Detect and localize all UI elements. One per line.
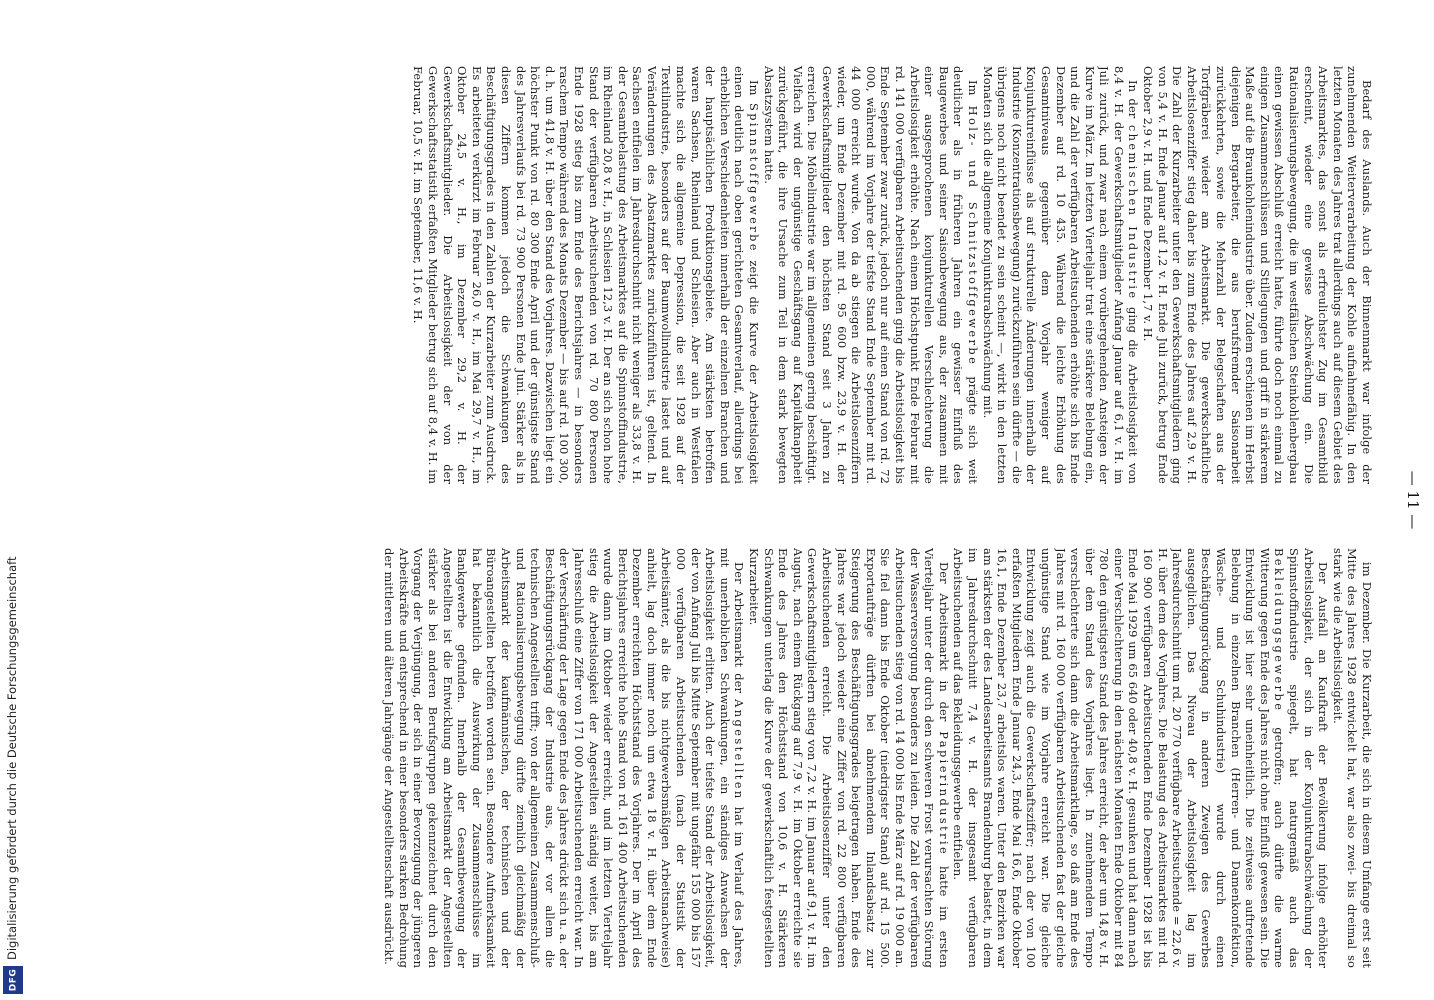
digitization-credit-text: Digitalisierung gefördert durch die Deutsche Forschungsgemeinschaft bbox=[5, 556, 19, 960]
section-heading-spinnstoffgewerbe: Spinnstoffgewerbe bbox=[747, 102, 762, 253]
paragraph-lead: Der Arbeitsmarkt der bbox=[732, 562, 747, 694]
right-text-column bbox=[54, 548, 1374, 968]
paragraph-lead: Im bbox=[747, 80, 762, 96]
section-heading-holzgewerbe: Holz- und Schnitzstoffgewerbe bbox=[965, 105, 980, 367]
section-heading-bekleidungsgewerbe: Bekleidungsgewerbe bbox=[1272, 548, 1287, 713]
paragraph-body: getroffen; auch dürfte die warme Witterung gegen Ende des Jahres nicht ohne Einfluß gewesen sein. Die Entwicklung ist hier sehr uneinheitlich. Die zeitweise auftretende Belebung in einzelnen Branchen (Herren- und Damenkonfektion, Wäsche- und Schuhindustrie) wurde durch einen Beschäftigungsrückgang in anderen Zweigen des Gewerbes ausgeglichen. Das Niveau der Arbeitslosigkeit lag im Jahresdurchschnitt um rd. 20 770 verfügbare Arbeitsuchende = 22,6 v. H. über dem des Vorjahres. Die Belastung des Arbeitsmarktes mit rd. 160 900 verfügbaren Arbeitsuchenden Ende Dezember 1928 ist bis Ende Mai 1929 um 65 640 oder 40,8 v. H. gesunken und hat dann nach einer Verschlechterung in den nächsten Monaten Ende Oktober mit 84 780 den günstigsten Stand des Jahres erreicht, der aber um 14,8 v. H. über dem Stand des Vorjahres liegt. In zunehmendem Tempo verschlechterte sich dann die Arbeitsmarktlage, so daß am Ende des Jahres mit rd. 160 000 verfügbaren Arbeitsuchenden fast der gleiche ungünstige Stand wie im Vorjahre erreicht war. Die gleiche Entwicklung zeigt auch die Gewerkschaftsziffer; nach der von 100 erfaßten Mitgliedern Ende Januar 24,3, Ende Mai 16,6, Ende Oktober 16,1, Ende Dezember 23,7 arbeitslos waren. Unter den Bezirken war am stärksten der des Landesarbeitsamts Brandenburg belastet, in dem im Jahresdurchschnitt 7,4 v. H. der insgesamt verfügbaren Arbeitsuchenden auf das Bekleidungsgewerbe entfielen. bbox=[951, 548, 1287, 968]
left-text-column bbox=[54, 66, 1374, 484]
paragraph-chemische-industrie bbox=[980, 66, 1141, 484]
digitization-credit-strip bbox=[0, 0, 26, 1000]
paragraph-lead: In der bbox=[1126, 80, 1141, 119]
paragraph-body: prägte sich weit deutlicher als in früheren Jahren ein gewisser Einfluß des Baugewerbes und seiner Saisonbewegung aus, der zusammen mit einer ausgesprochenen konjunkturellen Verschlechterung die Arbeitslosigkeit erhöhte. Nach einem Höchstpunkt Ende Februar mit rd. 141 000 verfügbaren Arbeitsuchenden ging die Arbeitslosigkeit bis Ende September zwar zurück, jedoch nur auf einen Stand von rd. 72 000, während im Vorjahre der tiefste Stand Ende September mit rd. 44 000 erreicht wurde. Von da ab stiegen die Arbeitslosenziffern wieder, um Ende Dezember mit rd. 95 600 bzw. 23,9 v. H. der Gewerkschaftsmitglieder den höchsten Stand seit 3 Jahren zu erreichen. Die Möbelindustrie war im allgemeinen gering beschäftigt. Vielfach wird der ungünstige Geschäftsgang auf Kapitalknappheit zurückgeführt, die ihre Ursache zum Teil in dem stark bewegten Absatzsystem hatte. bbox=[761, 66, 980, 484]
dfg-logo-text: DFG bbox=[8, 968, 19, 992]
page-number: — 11 — bbox=[1404, 470, 1422, 530]
paragraph-angestellte bbox=[382, 548, 747, 968]
section-heading-angestellte: Angestellten bbox=[732, 699, 747, 801]
paragraph-bekleidungsgewerbe bbox=[951, 548, 1330, 968]
paragraph-body: zeigt die Kurve der Arbeitslosigkeit einen deutlich nach oben gerichteten Gesamtverlauf, allerdings bei erheblichen Verschiedenheiten innerhalb der einzelnen Branchen und der hauptsächlichen Produktionsgebiete. Am stärksten betroffen waren Sachsen, Rheinland und Schlesien. Aber auch in Westfalen machte sich die allgemeine Depression, die seit 1928 auf der Textilindustrie, besonders auf der Baumwollindustrie lastet und auf Veränderungen des Absatzmarktes zurückzuführen ist, geltend. In Sachsen entfielen im Jahresdurchschnitt nicht weniger als 33,8 v. H. der Gesamtbelastung des Arbeitsmarktes auf die Spinnstoffindustrie, im Rheinland 20,8 v. H., in Schlesien 12,3 v. H. Der an sich schon hohe Stand der verfügbaren Arbeitsuchenden von rd. 70 800 Personen Ende 1928 stieg bis zum Ende des Berichtsjahres — in besonders raschem Tempo während des Monats Dezember — bis auf rd. 100 300, d. h. um 41,8 v. H. über den Stand des Vorjahres. Dazwischen liegt ein höchster Punkt von rd. 80 300 Ende April und der günstigste Stand des Jahresverlaufs bei rd. 73 900 Personen Ende Juni. Stärker als in diesen Ziffern kommen jedoch die Schwankungen des Beschäftigungsgrades in den Zahlen der Kurzarbeiter zum Ausdruck. Es arbeiteten verkürzt im Februar 26,0 v. H., im Mai 29,7 v. H., im Oktober 24,5 v. H., im Dezember 29,2 v. H. der Gewerkschaftsmitglieder. Die Arbeitslosigkeit der von der Gewerkschaftsstatistik erfaßten Mitglieder betrug sich auf 8,4 v. H. im Februar, 10,5 v. H. im September, 11,6 v. H. bbox=[411, 66, 762, 484]
paragraph-body: ging die Arbeitslosigkeit von 8,4 v. H. der Gewerkschaftsmitglieder Anfang Januar auf 6,1 v. H. im Juli zurück, und zwar nach einem vorübergehenden Ansteigen der Kurve im März. Im letzten Vierteljahr trat eine stärkere Belebung ein, und die Zahl der verfügbaren Arbeitsuchenden erhöhte sich bis Ende Dezember auf rd. 10 435. Während die leichte Erhöhung des Gesamtniveaus gegenüber dem Vorjahr weniger auf Konjunktureinflüsse als auf strukturelle Änderungen innerhalb der Industrie (Konzentrationsbewegung) zurückzuführen sein dürfte — die übrigens noch nicht beendet zu sein scheint —, wirkt in den letzten Monaten sich die allgemeine Konjunkturabschwächung mit. bbox=[980, 66, 1141, 484]
section-heading-chemische-industrie: chemischen Industrie bbox=[1126, 124, 1141, 301]
paragraph-lead: Der Ausfall an Kaufkraft der Bevölkerung infolge erhöhter Arbeitslosigkeit, der sich in der Konjunkturabschwächung der Spinnstoffindustrie spiegelt, hat naturgemäß auch das bbox=[1287, 548, 1331, 968]
paragraph-kohle: Bedarf des Auslands. Auch der Binnenmarkt war infolge der zunehmenden Weiterverarbeitung der Kohle aufnahmefähig. In den letzten Monaten des Jahres trat allerdings auch auf diesem Gebiet des Arbeitsmarktes, das sonst als erfreulichster Zug im Gesamtbild erscheint, wieder eine gewisse Abschwächung ein. Die Rationalisierungsbewegung, die im westfälischen Steinkohlenbergbau einen gewissen Abschluß erreicht hatte, führte doch noch einmal zu einigen Zusammenschlüssen und Stillegungen und griff in stärkerem Maße auf die Braunkohlenindustrie über. Zudem erschienen im Herbst diejenigen Bergarbeiter, die aus berufsfremder Saisonarbeit zurückkehrten, sowie die Mehrzahl der Belegschaften aus der Torfgräberei wieder am Arbeitsmarkt. Die gewerkschaftliche Arbeitslosenziffer stieg daher bis zum Ende des Jahres auf 2,9 v. H. Die Zahl der Kurzarbeiter unter den Gewerkschaftsmitgliedern ging von 5,4 v. H. Ende Januar auf 1,2 v. H. Ende Juli zurück, betrug Ende Oktober 2,9 v. H. und Ende Dezember 1,7 v. H. bbox=[1141, 66, 1374, 484]
paragraph-holzgewerbe bbox=[761, 66, 980, 484]
paragraph-kurzarbeit: im Dezember. Die Kurzarbeit, die sich in diesem Umfange erst seit Mitte des Jahres 1928 entwickelt hat, war also zwei- bis dreimal so stark wie die Arbeitslosigkeit. bbox=[1330, 548, 1374, 968]
paragraph-lead: Der Arbeitsmarkt in der bbox=[936, 562, 951, 722]
section-heading-papierindustrie: Papierindustrie bbox=[936, 731, 951, 857]
paragraph-papierindustrie bbox=[746, 548, 950, 968]
paragraph-body: hatte im ersten Vierteljahr unter der durch den schweren Frost verursachten Störung der Wasserversorgung besonders zu leiden. Die Zahl der verfügbaren Arbeitsuchenden stieg von rd. 14 000 bis Ende März auf rd. 19 000 an. Sie fiel dann bis Ende Oktober (niedrigster Stand) auf rd. 15 500. Exportaufträge dürften bei abnehmendem Inlandsabsatz zur Steigerung des Beschäftigungsgrades beigetragen haben. Ende des Jahres war jedoch wieder eine Ziffer von rd. 22 800 verfügbaren Arbeitsuchenden erreicht. Die Arbeitslosenziffer unter den Gewerkschaftsmitgliedern stieg von 7,2 v. H. im Januar auf 9,1 v. H. im August, nach einem Rückgang auf 7,9 v. H. im Oktober erreichte sie Ende des Jahres den Höchststand von 10,6 v. H. Stärkeren Schwankungen unterlag die Kurve der gewerkschaftlich festgestellten Kurzarbeiter. bbox=[747, 548, 951, 968]
paragraph-body: hat im Verlauf des Jahres, mit unerheblichen Schwankungen, ein ständiges Anwachsen der Arbeitslosigkeit erlitten. Auch der tiefste Stand der Arbeitslosigkeit, der von Anfang Juli bis Mitte September mit ungefähr 155 000 bis 157 000 verfügbaren Arbeitsuchenden (nach der Statistik der Arbeitsämter, als die bis nichtgewerbsmäßigen Arbeitsnachweise) anhielt, lag doch immer noch um etwa 18 v. H. über dem Ende Dezember erreichten Höchststand des Vorjahres. Der im April des Berichtsjahres erreichte hohe Stand von rd. 161 400 Arbeitsuchenden wurde dann im Oktober wieder erreicht, und im letzten Vierteljahr stieg die Arbeitslosigkeit der Angestellten ständig weiter, bis am Jahresschluß eine Ziffer von 171 000 Arbeitsuchenden erreicht war. In der Verschärfung der Lage gegen Ende des Jahres drückt sich u. a. der Beschäftigungsrückgang der Industrie aus, der vor allem die technischen Angestellten trifft; von der allgemeinen Zusammenschluß- und Rationalisierungsbewegung dürfte ziemlich gleichmäßig der Arbeitsmarkt der kaufmännischen, der technischen und der Büroangestellten betroffen worden sein. Besondere Aufmerksamkeit hat bekanntlich die Auswirkung der Zusammenschlüsse im Bankgewerbe gefunden. Innerhalb der Gesamtbewegung der Angestellten ist die Entwicklung am Arbeitsmarkt der Angestellten stärker als bei anderen Berufsgruppen gekennzeichnet durch den Vorgang der Verjüngung, der sich in einer Bevorzugung der jüngeren Arbeitskräfte und entsprechend in einer besonders starken Bedrohung der mittleren und älteren Jahrgänge der Angestelltenschaft ausdrückt. bbox=[382, 548, 747, 968]
paragraph-lead: Im bbox=[965, 80, 980, 96]
paragraph-spinnstoffgewerbe bbox=[411, 66, 761, 484]
dfg-logo bbox=[3, 966, 23, 994]
